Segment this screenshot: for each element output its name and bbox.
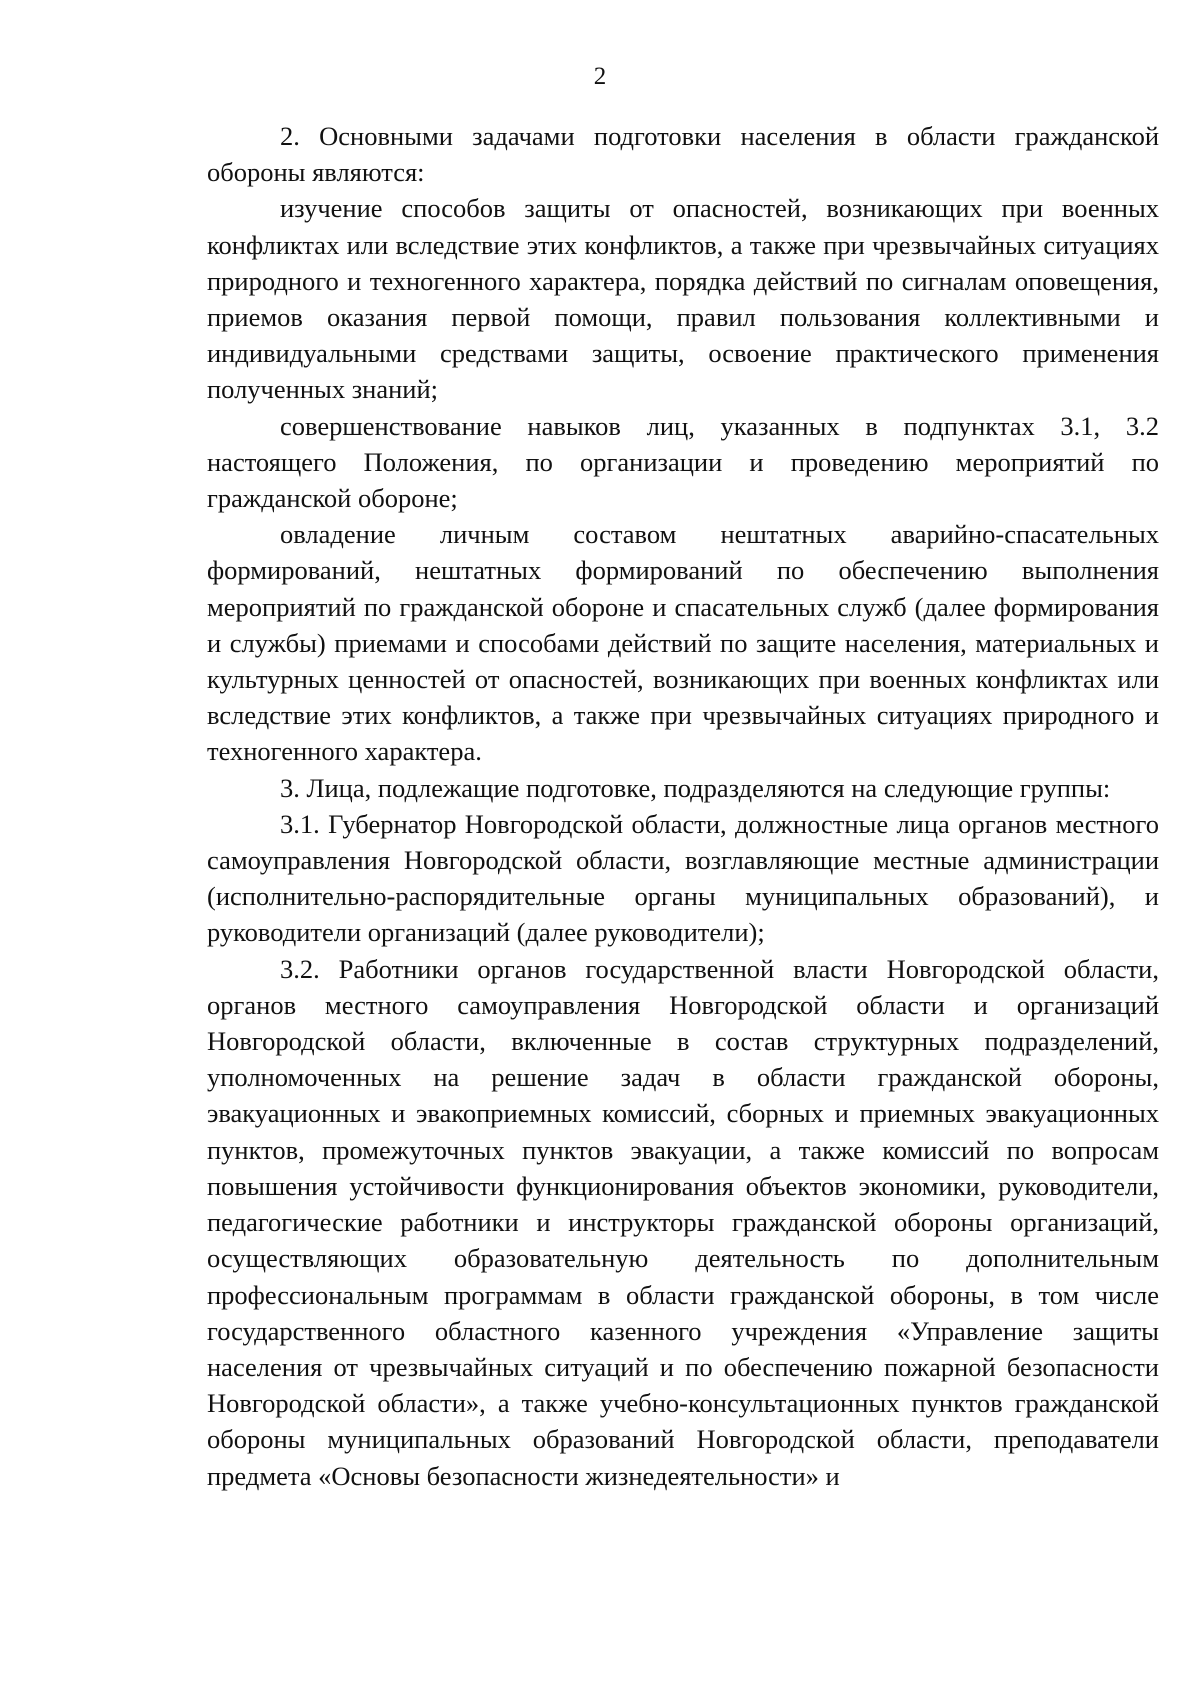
paragraph-item-3-2: 3.2. Работники органов государственной власти Новгородской области, органов местного самоуправления Новгородской области и организаций Новгородской области, включенные в состав структурных подразделений, уполномоченных на решение задач в области гражданской обороны, эвакуационных и эвакоприемных комиссий, сборных и приемных эвакуационных пунктов, промежуточных пунктов эвакуации, а также комиссий по вопросам повышения устойчивости функционирования объектов экономики, руководители, педагогические работники и инструкторы гражданской обороны организаций, осуществляющих образовательную деятельность по дополнительным профессиональным программам в области гражданской обороны, в том числе государственного областного казенного учреждения «Управление защиты населения от чрезвычайных ситуаций и по обеспечению пожарной безопасности Новгородской области», а также учебно-консультационных пунктов гражданской обороны муниципальных образований Новгородской области, преподаватели предмета «Основы безопасности жизнедеятельности» и — [207, 953, 1159, 1491]
page-number: 2 — [593, 63, 607, 90]
paragraph-item-3-groups: 3. Лица, подлежащие подготовке, подразделяются на следующие группы: — [280, 772, 1111, 803]
paragraph-improve-skills: совершенствование навыков лиц, указанных в подпунктах 3.1, 3.2 настоящего Положения, по организации и проведению мероприятий по гражданской обороне; — [207, 410, 1159, 514]
paragraph-personnel-mastery: овладение личным составом нештатных аварийно-спасательных формирований, нештатных формирований по обеспечению выполнения мероприятий по гражданской обороне и спасательных служб (далее формирования и службы) приемами и способами действий по защите населения, материальных и культурных ценностей от опасностей, возникающих при военных конфликтах или вследствие этих конфликтов, а также при чрезвычайных ситуациях природного и техногенного характера. — [207, 519, 1159, 767]
paragraph-item-2-intro: 2. Основными задачами подготовки населения в области гражданской обороны являются: — [207, 121, 1159, 188]
paragraph-item-3-1: 3.1. Губернатор Новгородской области, должностные лица органов местного самоуправления Новгородской области, возглавляющие местные администрации (исполнительно-распорядительные органы муниципальных образований), и руководители организаций (далее руководители); — [207, 808, 1159, 948]
paragraph-study-protection: изучение способов защиты от опасностей, возникающих при военных конфликтах или вследствие этих конфликтов, а также при чрезвычайных ситуациях природного и техногенного характера, порядка действий по сигналам оповещения, приемов оказания первой помощи, правил пользования коллективными и индивидуальными средствами защиты, освоение практического применения полученных знаний; — [207, 193, 1159, 405]
document-body — [207, 118, 1159, 1494]
